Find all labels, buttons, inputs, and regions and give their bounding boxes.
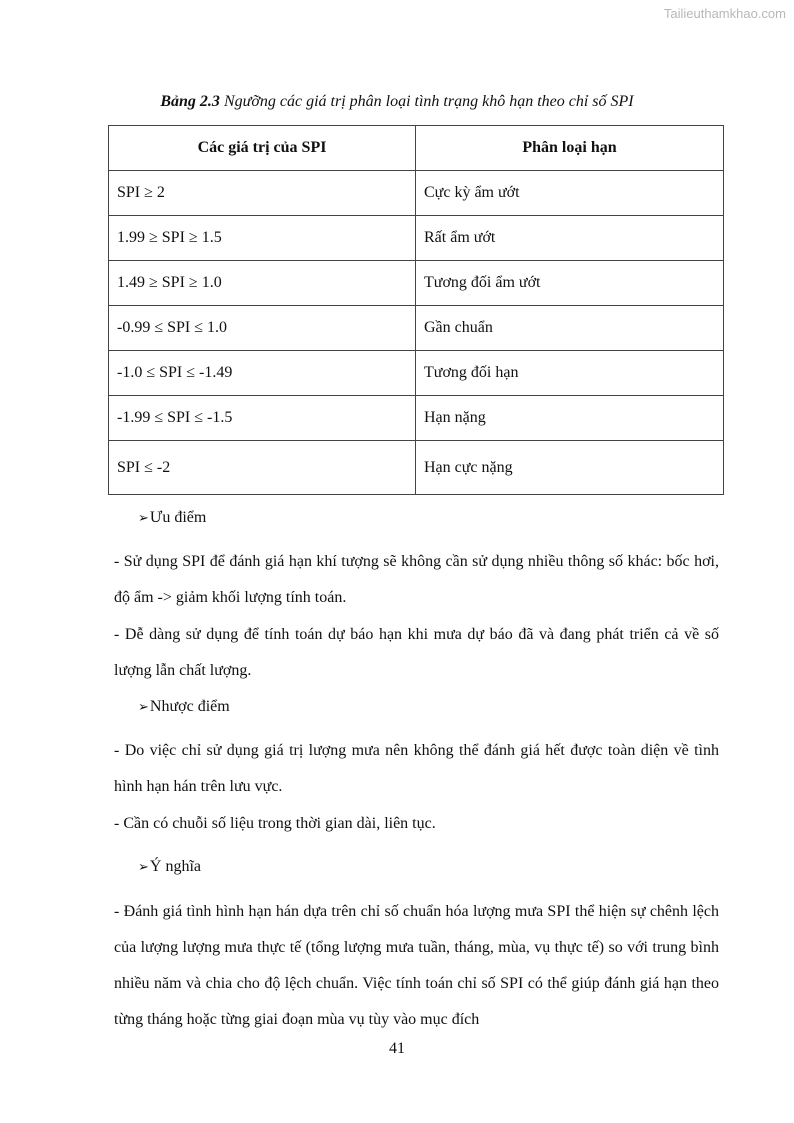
drought-class-cell: Tương đối hạn: [416, 351, 724, 396]
meaning-heading: [138, 858, 201, 876]
drought-class-cell: Hạn cực nặng: [416, 441, 724, 495]
drought-class-cell: Cực kỳ ẩm ướt: [416, 171, 724, 216]
disadvantages-paragraph-1: - Do việc chỉ sử dụng giá trị lượng mưa nên không thể đánh giá hết được toàn diện về tình hình hạn hán trên lưu vực.: [114, 742, 719, 795]
meaning-paragraph-1: - Đánh giá tình hình hạn hán dựa trên chỉ số chuẩn hóa lượng mưa SPI thể hiện sự chênh lệch của lượng lượng mưa thực tế (tổng lượng mưa tuần, tháng, mùa, vụ thực tế) so với trung bình nhiều năm và chia cho độ lệch chuẩn. Việc tính toán chỉ số SPI có thể giúp đánh giá hạn theo từng tháng hoặc từng giai đoạn mùa vụ tùy vào mục đích: [114, 903, 719, 1028]
disadvantages-paragraph-2: - Cần có chuỗi số liệu trong thời gian dài, liên tục.: [114, 815, 436, 832]
disadvantages-heading-text: Nhược điểm: [149, 698, 230, 715]
table-row: [109, 306, 724, 351]
table-row: [109, 171, 724, 216]
meaning-heading-text: Ý nghĩa: [149, 858, 202, 875]
advantages-paragraph-1: - Sử dụng SPI để đánh giá hạn khí tượng sẽ không cần sử dụng nhiều thông số khác: bốc hơi, độ ẩm -> giảm khối lượng tính toán.: [114, 553, 719, 606]
drought-class-cell: Tương đối ẩm ướt: [416, 261, 724, 306]
drought-class-cell: Rất ẩm ướt: [416, 216, 724, 261]
table-row: [109, 351, 724, 396]
caption-label: Bảng 2.3: [160, 93, 220, 110]
arrow-bullet-icon: ➢: [138, 510, 149, 525]
watermark: Tailieuthamkhao.com: [663, 6, 786, 21]
spi-range-cell: -1.0 ≤ SPI ≤ -1.49: [109, 351, 416, 396]
spi-range-cell: 1.99 ≥ SPI ≥ 1.5: [109, 216, 416, 261]
spi-range-cell: -0.99 ≤ SPI ≤ 1.0: [109, 306, 416, 351]
header-spi-values: Các giá trị của SPI: [109, 126, 416, 171]
table-row: [109, 216, 724, 261]
header-drought-class: Phân loại hạn: [416, 126, 724, 171]
table-row: [109, 396, 724, 441]
page-number: 41: [389, 1040, 405, 1057]
arrow-bullet-icon: ➢: [138, 859, 149, 874]
spi-range-cell: 1.49 ≥ SPI ≥ 1.0: [109, 261, 416, 306]
advantages-heading: [138, 509, 206, 527]
table-caption: [0, 93, 794, 111]
advantages-heading-text: Ưu điểm: [149, 509, 207, 526]
disadvantages-heading: [138, 698, 230, 716]
spi-range-cell: SPI ≤ -2: [109, 441, 416, 495]
arrow-bullet-icon: ➢: [138, 699, 149, 714]
caption-text: Ngưỡng các giá trị phân loại tình trạng khô hạn theo chỉ số SPI: [219, 93, 634, 110]
spi-range-cell: SPI ≥ 2: [109, 171, 416, 216]
table-header-row: [109, 126, 724, 171]
spi-range-cell: -1.99 ≤ SPI ≤ -1.5: [109, 396, 416, 441]
advantages-paragraph-2: - Dễ dàng sử dụng để tính toán dự báo hạn khi mưa dự báo đã và đang phát triển cả về số lượng lẫn chất lượng.: [114, 626, 719, 679]
table-row: [109, 441, 724, 495]
spi-classification-table: [108, 125, 724, 495]
table-row: [109, 261, 724, 306]
drought-class-cell: Hạn nặng: [416, 396, 724, 441]
drought-class-cell: Gần chuẩn: [416, 306, 724, 351]
